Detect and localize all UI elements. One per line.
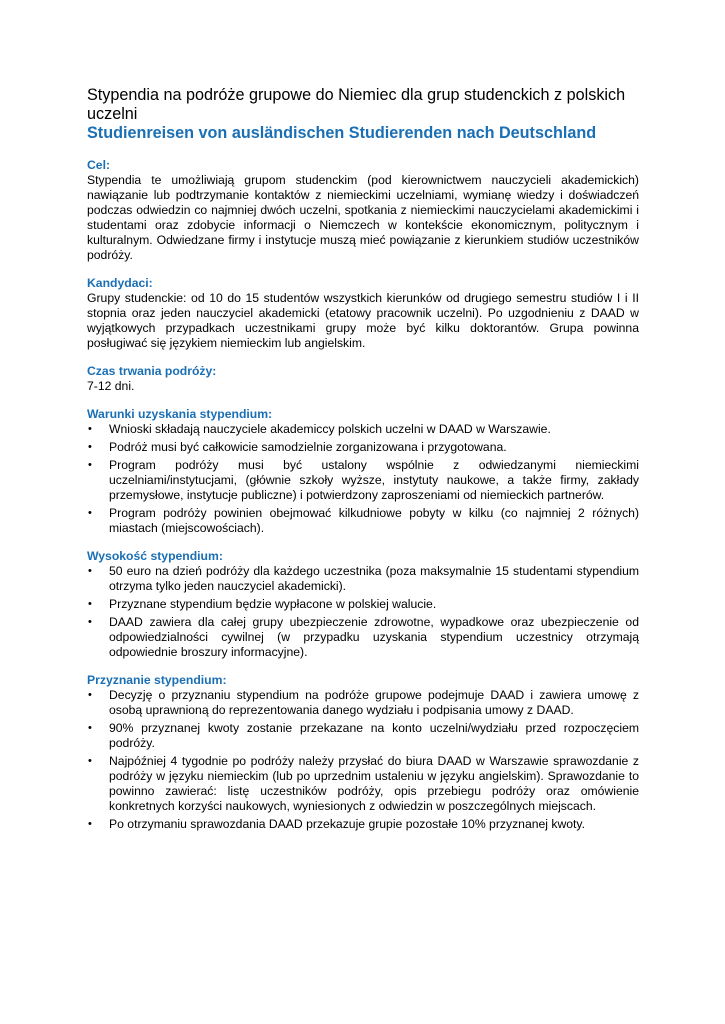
list-item-text: Podróż musi być całkowicie samodzielnie zorganizowana i przygotowana. xyxy=(109,440,507,454)
list-item-text: Przyznane stypendium będzie wypłacone w polskiej walucie. xyxy=(109,597,437,611)
bullet-icon: • xyxy=(88,459,92,471)
text-czas: 7-12 dni. xyxy=(87,379,135,393)
list-item xyxy=(87,754,639,814)
list-przyznanie xyxy=(87,688,639,832)
list-item-text: Decyzję o przyznaniu stypendium na podróże grupowe podejmuje DAAD i zawiera umowę z osobą uprawnioną do reprezentowania danego wydziału i podpisania umowy z DAAD. xyxy=(109,688,639,717)
list-item-text: 50 euro na dzień podróży dla każdego uczestnika (poza maksymalnie 15 studentami stypendium otrzyma tylko jeden nauczyciel akademicki). xyxy=(109,564,639,593)
list-item xyxy=(87,721,639,751)
list-item-text: Po otrzymaniu sprawozdania DAAD przekazuje grupie pozostałe 10% przyznanej kwoty. xyxy=(109,817,586,831)
section-cel xyxy=(87,158,639,263)
text-cel: Stypendia te umożliwiają grupom studenckim (pod kierownictwem nauczycieli akademickich) nawiązanie lub podtrzymanie kontaktów z niemieckimi uczelniami, wymianę wiedzy i doświadczeń podczas odwiedzin co najmniej dwóch uczelni, spotkania z niemieckimi nauczycielami akademickimi i studentami oraz zdobycie informacji o Niemczech w kontekście ekonomicznym, politycznym i kulturalnym. Odwiedzane firmy i instytucje muszą mieć powiązanie z kierunkiem studiów uczestników podróży. xyxy=(87,173,639,262)
list-warunki xyxy=(87,422,639,536)
bullet-icon: • xyxy=(88,689,92,701)
heading-czas: Czas trwania podróży: xyxy=(87,364,217,378)
bullet-icon: • xyxy=(88,565,92,577)
heading-warunki: Warunki uzyskania stypendium: xyxy=(87,407,273,421)
title-german: Studienreisen von ausländischen Studierenden nach Deutschland xyxy=(87,124,597,142)
section-czas xyxy=(87,364,639,394)
heading-przyznanie: Przyznanie stypendium: xyxy=(87,673,227,687)
title-polish: Stypendia na podróże grupowe do Niemiec dla grup studenckich z polskich uczelni xyxy=(87,86,626,123)
bullet-icon: • xyxy=(88,441,92,453)
list-wysokosc xyxy=(87,564,639,660)
list-item-text: Najpóźniej 4 tygodnie po podróży należy przysłać do biura DAAD w Warszawie sprawozdanie z podróży w języku niemieckim (lub po uprzednim ustaleniu w języku angielskim). Sprawozdanie to powinno zawierać: listę uczestników podróży, opis przebiegu podróży oraz omówienie konkretnych korzyści naukowych, wyniesionych z odwiedzin w poszczególnych miejscach. xyxy=(109,754,639,813)
bullet-icon: • xyxy=(88,423,92,435)
list-item xyxy=(87,440,639,455)
list-item xyxy=(87,422,639,437)
list-item xyxy=(87,597,639,612)
section-kandydaci xyxy=(87,276,639,351)
bullet-icon: • xyxy=(88,616,92,628)
heading-kandydaci: Kandydaci: xyxy=(87,276,153,290)
section-przyznanie xyxy=(87,673,639,832)
bullet-icon: • xyxy=(88,818,92,830)
bullet-icon: • xyxy=(88,755,92,767)
list-item xyxy=(87,458,639,503)
list-item xyxy=(87,688,639,718)
bullet-icon: • xyxy=(88,507,92,519)
list-item xyxy=(87,817,639,832)
list-item-text: 90% przyznanej kwoty zostanie przekazane na konto uczelni/wydziału przed rozpoczęciem podróży. xyxy=(109,721,639,750)
list-item xyxy=(87,564,639,594)
list-item-text: Program podróży musi być ustalony wspólnie z odwiedzanymi niemieckimi uczelniami/instytucjami, (głównie szkoły wyższe, instytuty naukowe, a także firmy, zakłady przemysłowe, instytucje publiczne) i potwierdzony zaproszeniami od niemieckich partnerów. xyxy=(109,458,639,502)
heading-wysokosc: Wysokość stypendium: xyxy=(87,549,223,563)
list-item xyxy=(87,506,639,536)
text-kandydaci: Grupy studenckie: od 10 do 15 studentów wszystkich kierunków od drugiego semestru studiów I i II stopnia oraz jeden nauczyciel akademicki (etatowy pracownik uczelni). Po uzgodnieniu z DAAD w wyjątkowych przypadkach uczestnikami grupy może być kilku doktorantów. Grupa powinna posługiwać się językiem niemieckim lub angielskim. xyxy=(87,291,639,350)
list-item-text: Wnioski składają nauczyciele akademiccy polskich uczelni w DAAD w Warszawie. xyxy=(109,422,551,436)
list-item-text: DAAD zawiera dla całej grupy ubezpieczenie zdrowotne, wypadkowe oraz ubezpieczenie od odpowiedzialności cywilnej (w przypadku uzyskania stypendium uczestnicy otrzymają odpowiednie broszury informacyjne). xyxy=(109,615,639,659)
bullet-icon: • xyxy=(88,722,92,734)
section-warunki xyxy=(87,407,639,536)
document-page xyxy=(87,86,639,845)
bullet-icon: • xyxy=(88,598,92,610)
section-wysokosc xyxy=(87,549,639,660)
heading-cel: Cel: xyxy=(87,158,111,172)
list-item xyxy=(87,615,639,660)
list-item-text: Program podróży powinien obejmować kilkudniowe pobyty w kilku (co najmniej 2 różnych) miastach (miejscowościach). xyxy=(109,506,639,535)
